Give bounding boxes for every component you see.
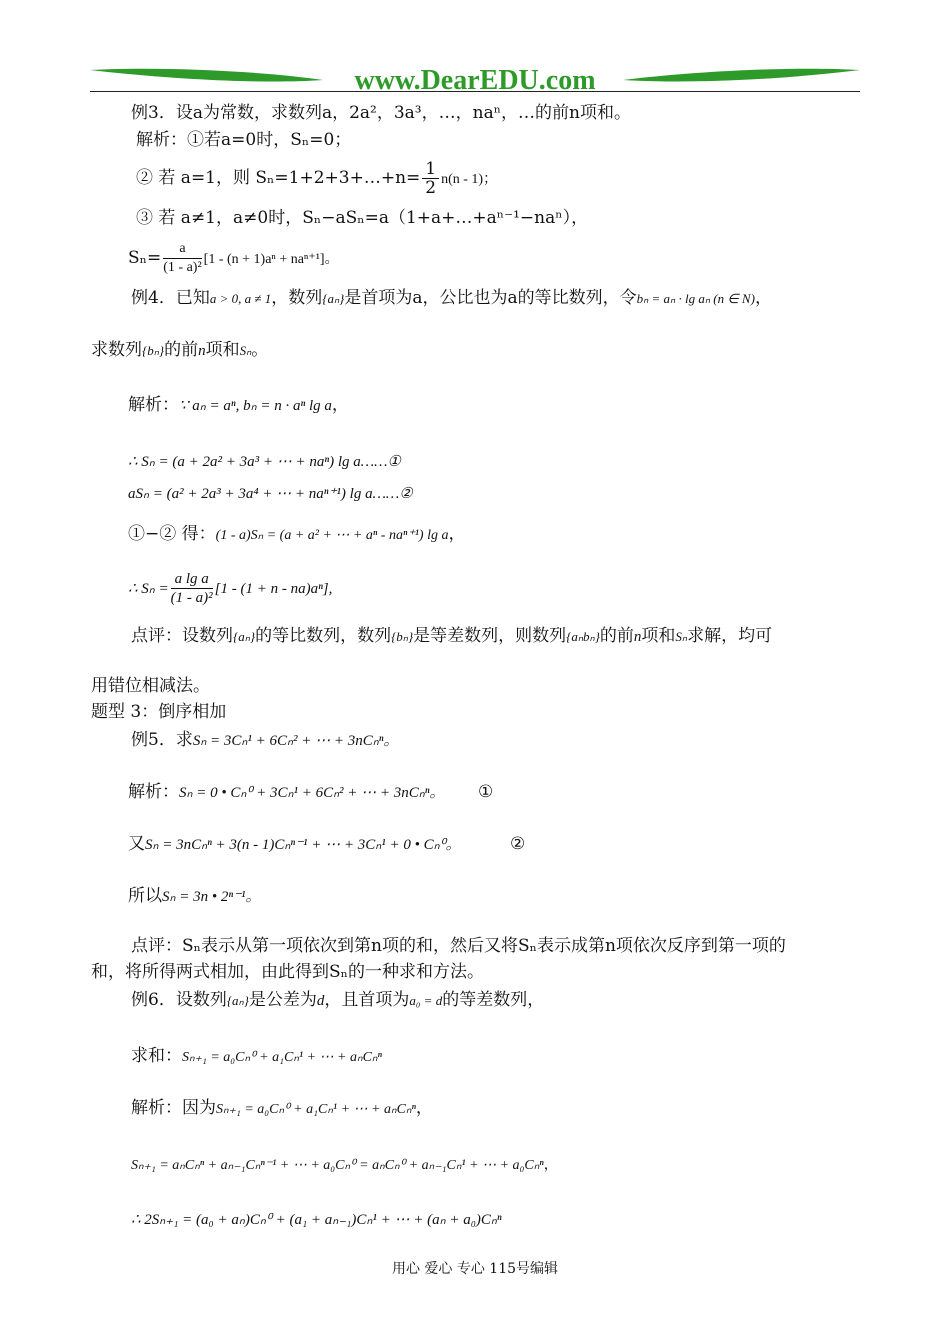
ex5-comment-line1: 点评：Sₙ表示从第一项依次到第n项的和，然后又将Sₙ表示成第n项依次反序到第一项的 [131,936,786,956]
ex4-subtraction: ①−② 得：(1 - a)Sₙ = (a + a² + ⋯ + aⁿ - naⁿ⁺¹) lg a， [128,524,466,544]
ex4-equation2: aSₙ = (a² + 2a³ + 3a⁴ + ⋯ + naⁿ⁺¹) lg a……② [128,486,413,502]
site-logo: www.DearEDU.com [354,65,596,96]
ex5-solution-line3: 所以Sₙ = 3n • 2ⁿ⁻¹。 [128,886,261,906]
ex4-comment-line1: 点评：设数列{aₙ}的等比数列，数列{bₙ}是等差数列，则数列{aₙbₙ}的前n项和Sₙ求解，均可 [131,626,773,646]
ex3-step3: ③ 若 a≠1，a≠0时，Sₙ−aSₙ=a（1+a+…+aⁿ⁻¹−naⁿ）， [136,208,589,228]
fraction: $\frac{\text{a lg a}}{\text{(1 - a)²}}$ [170,571,213,606]
section-title: 题型 3：倒序相加 [91,702,227,722]
ex6-solution-line1: 解析：因为Sₙ₊₁ = a₀Cₙ⁰ + a₁Cₙ¹ + ⋯ + aₙCₙⁿ， [131,1098,433,1118]
ex4-result: ∴ Sₙ = $\frac{\text{a lg a}}{\text{(1 - a)²}}$ [1 - (1 + n - na)aⁿ], [128,571,333,606]
ex6-solution-line2: Sₙ₊₁ = aₙCₙⁿ + aₙ₋₁Cₙⁿ⁻¹ + ⋯ + a₀Cₙ⁰ = aₙCₙ⁰ + aₙ₋₁Cₙ¹ + ⋯ + a₀Cₙⁿ， [131,1158,558,1173]
ex6-question-line1: 例6．设数列{aₙ}是公差为d，且首项为a₀ = d的等差数列， [131,990,545,1010]
ex4-solution-line1: 解析：∵ aₙ = aⁿ, bₙ = n · aⁿ lg a， [128,395,349,415]
ex4-equation1: ∴ Sₙ = (a + 2a² + 3a³ + ⋯ + naⁿ) lg a……① [128,454,401,470]
right-swoosh [623,69,860,82]
ex5-circle-2: ② [510,834,526,854]
ex5-solution-line1: 解析：Sₙ = 0 • Cₙ⁰ + 3Cₙ¹ + 6Cₙ² + ⋯ + 3nCₙⁿ。 [128,782,445,802]
fraction: $\frac{a}{\text{(1 - a)²}}$ [163,241,202,275]
ex3-result: Sₙ= $\frac{a}{\text{(1 - a)²}}$ [1 - (n + 1)aⁿ + naⁿ⁺¹]。 [128,241,339,275]
fraction: $\frac{1}{2}$ [422,160,439,197]
ex4-question-line1: 例4．已知a > 0, a ≠ 1，数列{aₙ}是首项为a，公比也为a的等比数列，令bₙ = aₙ · lg aₙ (n ∈ N)， [131,288,772,308]
ex5-comment-line2: 和，将所得两式相加，由此得到Sₙ的一种求和方法。 [91,962,484,982]
ex5-solution-line2: 又Sₙ = 3nCₙⁿ + 3(n - 1)Cₙⁿ⁻¹ + ⋯ + 3Cₙ¹ + 0 • Cₙ⁰。 [128,834,461,854]
ex6-solution-line3: ∴ 2Sₙ₊₁ = (a₀ + aₙ)Cₙ⁰ + (a₁ + aₙ₋₁)Cₙ¹ + ⋯ + (aₙ + a₀)Cₙⁿ [131,1212,502,1228]
ex3-question: 例3．设a为常数，求数列a，2a²，3a³，…，naⁿ，…的前n项和。 [131,103,632,123]
page-footer: 用心 爱心 专心 115号编辑 [391,1261,559,1277]
ex6-question-line2: 求和：Sₙ₊₁ = a₀Cₙ⁰ + a₁Cₙ¹ + ⋯ + aₙCₙⁿ [131,1046,382,1066]
ex4-comment-line2: 用错位相减法。 [91,676,210,696]
ex5-question: 例5．求Sₙ = 3Cₙ¹ + 6Cₙ² + ⋯ + 3nCₙⁿ。 [131,730,399,750]
ex4-question-line2: 求数列{bₙ}的前n项和Sₙ。 [91,340,269,360]
header-rule [90,91,860,92]
ex3-step2: ② 若 a=1，则 Sₙ=1+2+3+…+n= $\frac{1}{2}$ n(n - 1)； [136,159,498,198]
left-swoosh [90,69,323,82]
header-banner [88,58,862,98]
ex3-step1: 解析：①若a=0时，Sₙ=0； [136,130,352,150]
ex5-circle-1: ① [478,782,494,802]
